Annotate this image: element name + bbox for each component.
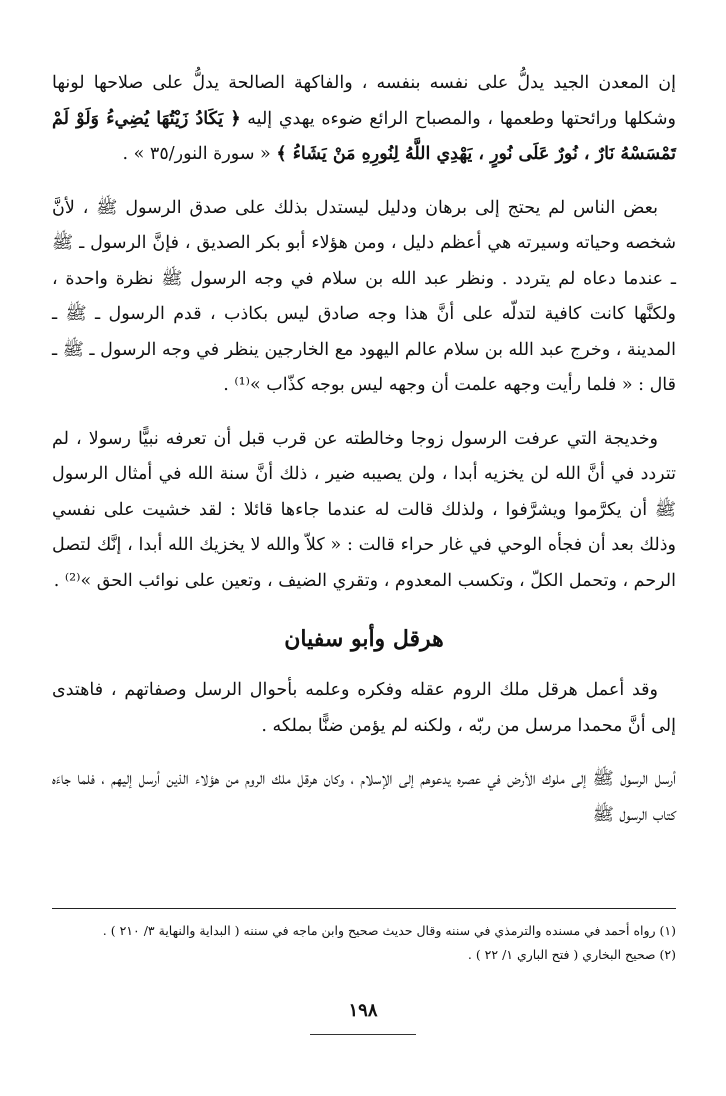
paragraph-2: بعض الناس لم يحتج إلى برهان ودليل ليستدل بذلك على صدق الرسول ﷺ ، لأنَّ شخصه وحياته وسيرته هي أعظم دليل ، ومن هؤلاء أبو بكر الصديق ، فإنَّ الرسول ـ ﷺ ـ عندما دعاه لم يتردد . ونظر عبد الله بن سلام في وجه الرسول ﷺ نظرة واحدة ، ولكنَّها كانت كافية لتدلّه على أنَّ هذا وجه صادق ليس بكاذب ، قدم الرسول ـ ﷺ ـ المدينة ، وخرج عبد الله بن سلام عالم اليهود مع الخارجين ينظر في وجه الرسول ـ ﷺ ـ قال : « فلما رأيت وجهه علمت أن وجهه ليس بوجه كذّاب »⁽¹⁾ . [52,197,676,395]
footnotes [52,908,676,967]
footnote-1: (١) رواه أحمد في مسنده والترمذي في سننه وقال حديث صحيح وابن ماجه في سننه ( البداية والنهاية ٣/ ٢١٠ ) . [102,923,676,938]
paragraph-1-text: إن المعدن الجيد يدلُّ على نفسه بنفسه ، والفاكهة الصالحة يدلُّ على صلاحها لونها وشكلها ورائحتها وطعمها ، والمصباح الرائع ضوءه يهدي إليه [52,73,676,129]
bottom-divider [310,1034,416,1035]
quran-verse: ﴿ يَكَادُ زَيْتُهَا يُضِيءُ وَلَوْ لَمْ تَمْسَسْهُ نَارٌ ، نُورٌ عَلَى نُورٍ ، يَهْدِي اللَّهُ لِنُورِهِ مَنْ يَشَاءُ ﴾ [52,108,676,164]
section-heading: هرقل وأبو سفيان [284,626,444,652]
paragraph-4: وقد أعمل هرقل ملك الروم عقله وفكره وعلمه بأحوال الرسل وصفاتهم ، فاهتدى إلى أنَّ محمدا مرسل من ربّه ، ولكنه لم يؤمن ضنًّا بملكه . [52,680,676,736]
footnote-2: (٢) صحيح البخاري ( فتح الباري ١/ ٢٢ ) . [467,947,676,962]
paragraph-3: وخديجة التي عرفت الرسول زوجا وخالطته عن قرب قبل أن تعرفه نبيًّا رسولا ، لم تتردد في أنَّ الله لن يخزيه أبدا ، ولن يصيبه ضير ، ذلك أنَّ سنة الله في أمثال الرسول ﷺ أن يكرَّموا ويشرَّفوا ، ولذلك قالت له عندما جاءها قائلا : لقد خشيت على نفسي وذلك بعد أن فجأه الوحي في غار حراء قالت : « كلاّ والله لا يخزيك الله أبدا ، إنَّك لتصل الرحم ، وتحمل الكلّ ، وتكسب المعدوم ، وتقري الضيف ، وتعين على نوائب الحق »⁽²⁾ . [52,428,676,591]
verse-citation: « سورة النور/٣٥ » . [122,144,271,164]
paragraph-1 [52,66,676,173]
paragraph-5: أرسل الرسول ﷺ إلى ملوك الأرض في عصره يدعوهم إلى الإسلام ، وكان هرقل ملك الروم من هؤلاء الذين أرسل إليهم ، فلما جاءَه كتاب الرسول ﷺ [52,769,676,825]
main-text [52,66,676,851]
page-number: ١٩٨ [348,1000,378,1021]
